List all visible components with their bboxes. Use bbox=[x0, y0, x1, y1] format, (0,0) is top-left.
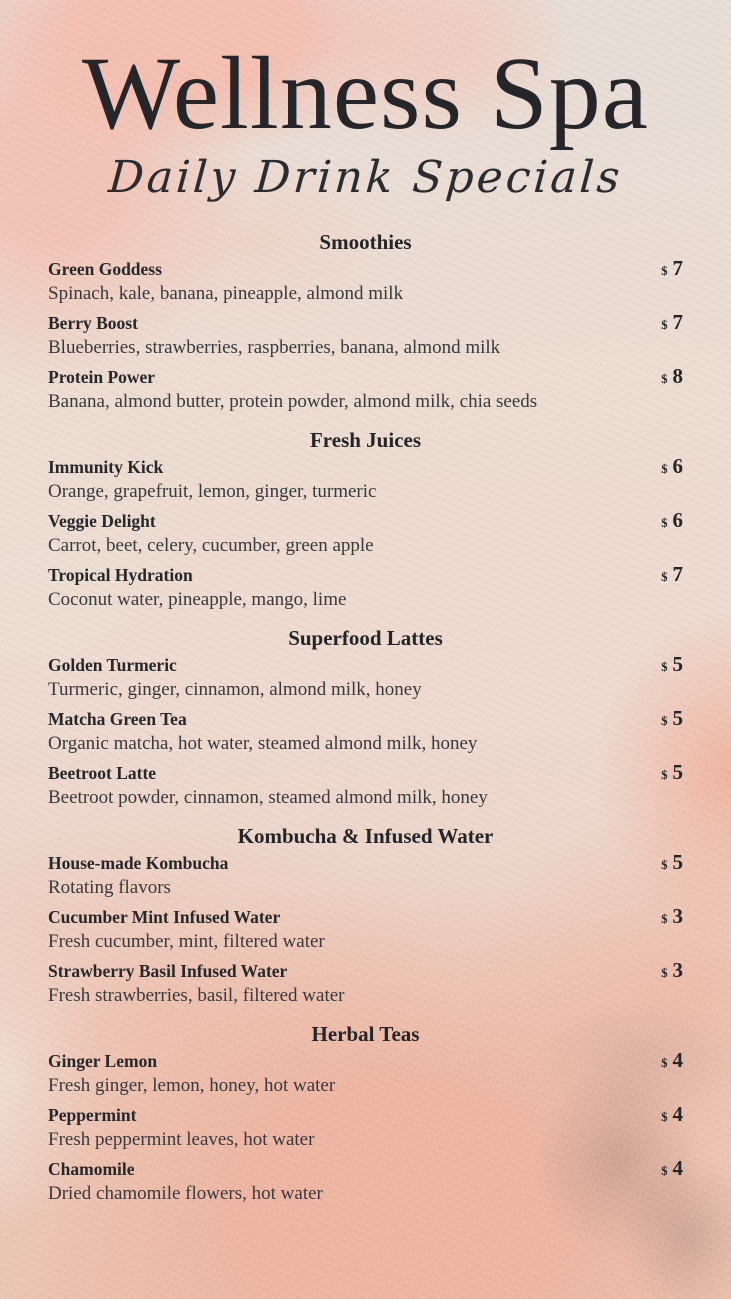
menu-item bbox=[48, 851, 683, 900]
section-items bbox=[48, 1049, 683, 1206]
menu-item bbox=[48, 905, 683, 954]
dollar-sign: $ bbox=[661, 912, 668, 927]
item-name: Chamomile bbox=[48, 1159, 135, 1180]
price-amount: 3 bbox=[672, 958, 683, 983]
menu-item bbox=[48, 1049, 683, 1098]
item-name: Golden Turmeric bbox=[48, 655, 177, 676]
item-price bbox=[661, 1049, 683, 1074]
item-price bbox=[661, 761, 683, 786]
dollar-sign: $ bbox=[661, 372, 668, 387]
item-row bbox=[48, 1049, 683, 1074]
section-items bbox=[48, 257, 683, 414]
menu-item bbox=[48, 959, 683, 1008]
item-name: Beetroot Latte bbox=[48, 763, 157, 784]
menu-section bbox=[48, 229, 683, 414]
menu-sections bbox=[48, 229, 683, 1206]
item-description: Beetroot powder, cinnamon, steamed almond milk, honey bbox=[48, 787, 488, 809]
menu-item bbox=[48, 653, 683, 702]
dollar-sign: $ bbox=[661, 1110, 668, 1125]
item-row bbox=[48, 653, 683, 678]
dollar-sign: $ bbox=[661, 318, 668, 333]
section-items bbox=[48, 455, 683, 612]
item-price bbox=[661, 365, 683, 390]
item-description: Coconut water, pineapple, mango, lime bbox=[48, 589, 347, 611]
item-name: Matcha Green Tea bbox=[48, 709, 187, 730]
item-price bbox=[661, 455, 683, 480]
price-amount: 5 bbox=[672, 652, 683, 677]
menu-item bbox=[48, 365, 683, 414]
section-items bbox=[48, 653, 683, 810]
menu-title: Wellness Spa bbox=[82, 36, 649, 151]
menu-item bbox=[48, 257, 683, 306]
dollar-sign: $ bbox=[661, 714, 668, 729]
item-name: Peppermint bbox=[48, 1105, 137, 1126]
item-name: Tropical Hydration bbox=[48, 565, 193, 586]
menu-item bbox=[48, 455, 683, 504]
price-amount: 4 bbox=[672, 1102, 683, 1127]
section-title: Smoothies bbox=[319, 230, 412, 255]
menu-item bbox=[48, 563, 683, 612]
price-amount: 7 bbox=[672, 562, 683, 587]
price-amount: 6 bbox=[672, 508, 683, 533]
item-price bbox=[661, 1103, 683, 1128]
price-amount: 7 bbox=[672, 310, 683, 335]
item-description: Carrot, beet, celery, cucumber, green apple bbox=[48, 535, 374, 557]
dollar-sign: $ bbox=[661, 966, 668, 981]
dollar-sign: $ bbox=[661, 1164, 668, 1179]
section-title: Kombucha & Infused Water bbox=[237, 824, 494, 849]
price-amount: 5 bbox=[672, 706, 683, 731]
menu-subtitle: Daily Drink Specials bbox=[106, 152, 625, 204]
item-price bbox=[661, 707, 683, 732]
price-amount: 3 bbox=[672, 904, 683, 929]
item-price bbox=[661, 851, 683, 876]
item-description: Spinach, kale, banana, pineapple, almond milk bbox=[48, 283, 404, 305]
dollar-sign: $ bbox=[661, 264, 668, 279]
price-amount: 6 bbox=[672, 454, 683, 479]
item-name: Protein Power bbox=[48, 367, 156, 388]
item-description: Organic matcha, hot water, steamed almond milk, honey bbox=[48, 733, 478, 755]
menu-item bbox=[48, 509, 683, 558]
price-amount: 5 bbox=[672, 760, 683, 785]
item-name: Cucumber Mint Infused Water bbox=[48, 907, 281, 928]
item-description: Fresh peppermint leaves, hot water bbox=[48, 1129, 315, 1151]
menu-item bbox=[48, 707, 683, 756]
section-title: Herbal Teas bbox=[311, 1022, 420, 1047]
item-price bbox=[661, 509, 683, 534]
item-row bbox=[48, 905, 683, 930]
item-name: House-made Kombucha bbox=[48, 853, 229, 874]
section-items bbox=[48, 851, 683, 1008]
item-price bbox=[661, 563, 683, 588]
dollar-sign: $ bbox=[661, 1056, 668, 1071]
item-row bbox=[48, 257, 683, 282]
item-price bbox=[661, 905, 683, 930]
dollar-sign: $ bbox=[661, 768, 668, 783]
menu-section bbox=[48, 427, 683, 612]
item-price bbox=[661, 311, 683, 336]
item-row bbox=[48, 761, 683, 786]
menu-section bbox=[48, 625, 683, 810]
item-row bbox=[48, 959, 683, 984]
item-price bbox=[661, 653, 683, 678]
menu-item bbox=[48, 1157, 683, 1206]
item-name: Immunity Kick bbox=[48, 457, 164, 478]
menu-section bbox=[48, 1021, 683, 1206]
item-name: Ginger Lemon bbox=[48, 1051, 158, 1072]
price-amount: 4 bbox=[672, 1048, 683, 1073]
item-row bbox=[48, 365, 683, 390]
item-description: Rotating flavors bbox=[48, 877, 171, 899]
item-row bbox=[48, 1103, 683, 1128]
item-description: Dried chamomile flowers, hot water bbox=[48, 1183, 323, 1205]
item-description: Banana, almond butter, protein powder, almond milk, chia seeds bbox=[48, 391, 538, 413]
item-price bbox=[661, 959, 683, 984]
dollar-sign: $ bbox=[661, 570, 668, 585]
item-description: Fresh strawberries, basil, filtered water bbox=[48, 985, 345, 1007]
item-price bbox=[661, 257, 683, 282]
dollar-sign: $ bbox=[661, 660, 668, 675]
price-amount: 7 bbox=[672, 256, 683, 281]
item-row bbox=[48, 509, 683, 534]
item-row bbox=[48, 851, 683, 876]
item-description: Orange, grapefruit, lemon, ginger, turmeric bbox=[48, 481, 377, 503]
menu-item bbox=[48, 1103, 683, 1152]
menu-header bbox=[48, 38, 683, 205]
menu-item bbox=[48, 761, 683, 810]
item-name: Berry Boost bbox=[48, 313, 138, 334]
item-row bbox=[48, 311, 683, 336]
item-description: Blueberries, strawberries, raspberries, banana, almond milk bbox=[48, 337, 501, 359]
item-row bbox=[48, 455, 683, 480]
item-name: Green Goddess bbox=[48, 259, 162, 280]
section-title: Superfood Lattes bbox=[288, 626, 443, 651]
item-row bbox=[48, 707, 683, 732]
item-row bbox=[48, 563, 683, 588]
menu-section bbox=[48, 823, 683, 1008]
item-price bbox=[661, 1157, 683, 1182]
item-name: Strawberry Basil Infused Water bbox=[48, 961, 288, 982]
price-amount: 5 bbox=[672, 850, 683, 875]
dollar-sign: $ bbox=[661, 516, 668, 531]
item-description: Fresh cucumber, mint, filtered water bbox=[48, 931, 325, 953]
price-amount: 8 bbox=[672, 364, 683, 389]
section-title: Fresh Juices bbox=[309, 428, 422, 453]
dollar-sign: $ bbox=[661, 462, 668, 477]
item-description: Fresh ginger, lemon, honey, hot water bbox=[48, 1075, 336, 1097]
menu-item bbox=[48, 311, 683, 360]
item-name: Veggie Delight bbox=[48, 511, 156, 532]
price-amount: 4 bbox=[672, 1156, 683, 1181]
dollar-sign: $ bbox=[661, 858, 668, 873]
item-row bbox=[48, 1157, 683, 1182]
item-description: Turmeric, ginger, cinnamon, almond milk, honey bbox=[48, 679, 422, 701]
